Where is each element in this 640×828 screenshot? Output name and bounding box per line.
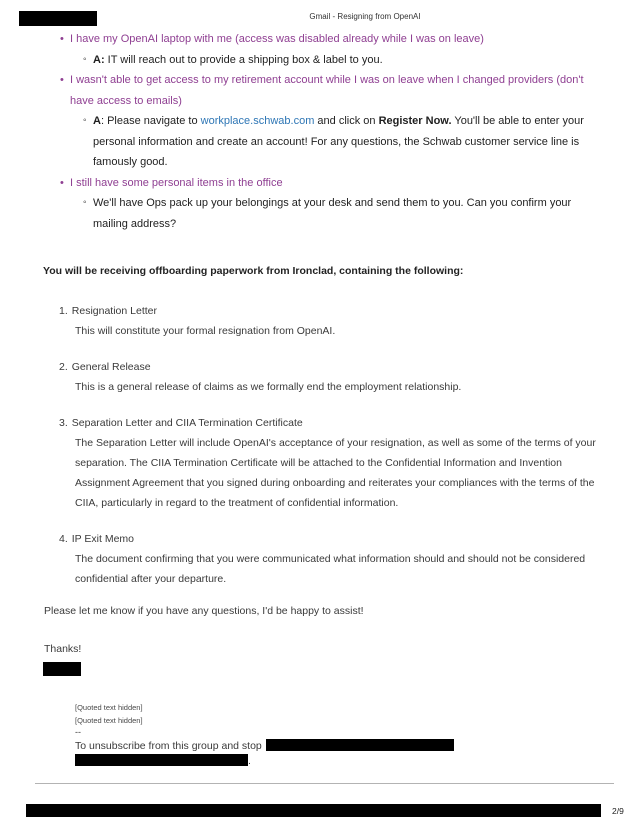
offboarding-item-title-row bbox=[59, 357, 604, 377]
answer-text: IT will reach out to provide a shipping box & label to you. bbox=[104, 53, 383, 66]
answer-text: We'll have Ops pack up your belongings at your desk and send them to you. Can you confirm your mailing address? bbox=[93, 197, 572, 230]
unsubscribe-email-line bbox=[75, 754, 454, 768]
quoted-text-block bbox=[75, 702, 454, 768]
offboarding-item bbox=[59, 357, 604, 397]
item-number: 2. bbox=[59, 361, 68, 373]
document-title: Gmail - Resigning from OpenAI bbox=[309, 12, 421, 21]
offboarding-item-title-row bbox=[59, 413, 604, 433]
unsubscribe-email-redaction bbox=[75, 754, 248, 766]
unsubscribe-text: To unsubscribe from this group and stop bbox=[75, 740, 262, 752]
item-description: This is a general release of claims as we formally end the employment relationship. bbox=[75, 381, 462, 393]
header-date-redaction bbox=[19, 11, 97, 26]
offer-help-line: Please let me know if you have any questions, I'd be happy to assist! bbox=[44, 605, 364, 617]
quoted-text-hidden: [Quoted text hidden] bbox=[75, 703, 143, 712]
item-title: IP Exit Memo bbox=[71, 533, 135, 545]
qa-answer-item bbox=[60, 193, 592, 234]
offboarding-item-title-row bbox=[59, 529, 604, 549]
item-description: The Separation Letter will include OpenAI's acceptance of your resignation, as well as some of the terms of your separation. The CIIA Termination Certificate will be attached to the Confidential Information and Invention Assignment Agreement that you signed during onboarding and reiterates your compliances with the terms of the CIIA, particularly in regard to the treatment of confidential information. bbox=[75, 437, 596, 509]
answer-prefix: A bbox=[93, 115, 101, 127]
unsubscribe-group-redaction bbox=[266, 739, 454, 751]
offboarding-item bbox=[59, 301, 604, 341]
offboarding-item bbox=[59, 413, 604, 513]
qa-question-item bbox=[60, 29, 592, 50]
offboarding-list bbox=[59, 301, 604, 605]
item-number: 3. bbox=[59, 417, 68, 429]
qa-answer-item bbox=[60, 111, 592, 173]
answer-bold-text: Register Now. bbox=[378, 115, 452, 127]
footer-url-redaction bbox=[26, 804, 601, 817]
answer-prefix: A: bbox=[93, 53, 105, 66]
item-number: 4. bbox=[59, 533, 68, 545]
qa-answer-item bbox=[60, 50, 592, 71]
item-description: The document confirming that you were communicated what information should and should not be considered confidential after your departure. bbox=[75, 553, 586, 585]
qa-question-item bbox=[60, 70, 592, 111]
answer-text: and click on bbox=[314, 115, 379, 127]
offboarding-heading: You will be receiving offboarding paperwork from Ironclad, containing the following: bbox=[43, 265, 464, 277]
question-text: I wasn't able to get access to my retirement account while I was on leave when I changed providers (don't have access to emails) bbox=[70, 74, 584, 107]
item-title: General Release bbox=[71, 361, 151, 373]
answer-text: You'll be able to enter your personal information and create an account! For any questions, the Schwab customer service line is famously good. bbox=[93, 115, 584, 168]
item-title: Resignation Letter bbox=[71, 305, 157, 317]
unsubscribe-line bbox=[75, 739, 454, 753]
footer-divider bbox=[35, 783, 614, 784]
question-text: I still have some personal items in the office bbox=[70, 176, 283, 189]
signoff-line: Thanks! bbox=[44, 643, 82, 655]
item-number: 1. bbox=[59, 305, 68, 317]
qa-question-item bbox=[60, 173, 592, 194]
qa-bullet-list bbox=[60, 29, 592, 234]
question-text: I have my OpenAI laptop with me (access was disabled already while I was on leave) bbox=[70, 33, 484, 45]
page-indicator: 2/9 bbox=[612, 806, 624, 816]
quoted-text-hidden: [Quoted text hidden] bbox=[75, 715, 143, 725]
trailing-period: . bbox=[248, 755, 251, 767]
answer-text: : Please navigate to bbox=[100, 115, 201, 127]
signature-separator: -- bbox=[75, 727, 81, 737]
schwab-workplace-link[interactable]: workplace.schwab.com bbox=[200, 115, 315, 127]
item-description: This will constitute your formal resignation from OpenAI. bbox=[75, 325, 336, 337]
item-title: Separation Letter and CIIA Termination Certificate bbox=[71, 417, 303, 429]
signature-name-redaction bbox=[43, 662, 81, 676]
offboarding-item bbox=[59, 529, 604, 589]
offboarding-item-title-row bbox=[59, 301, 604, 321]
